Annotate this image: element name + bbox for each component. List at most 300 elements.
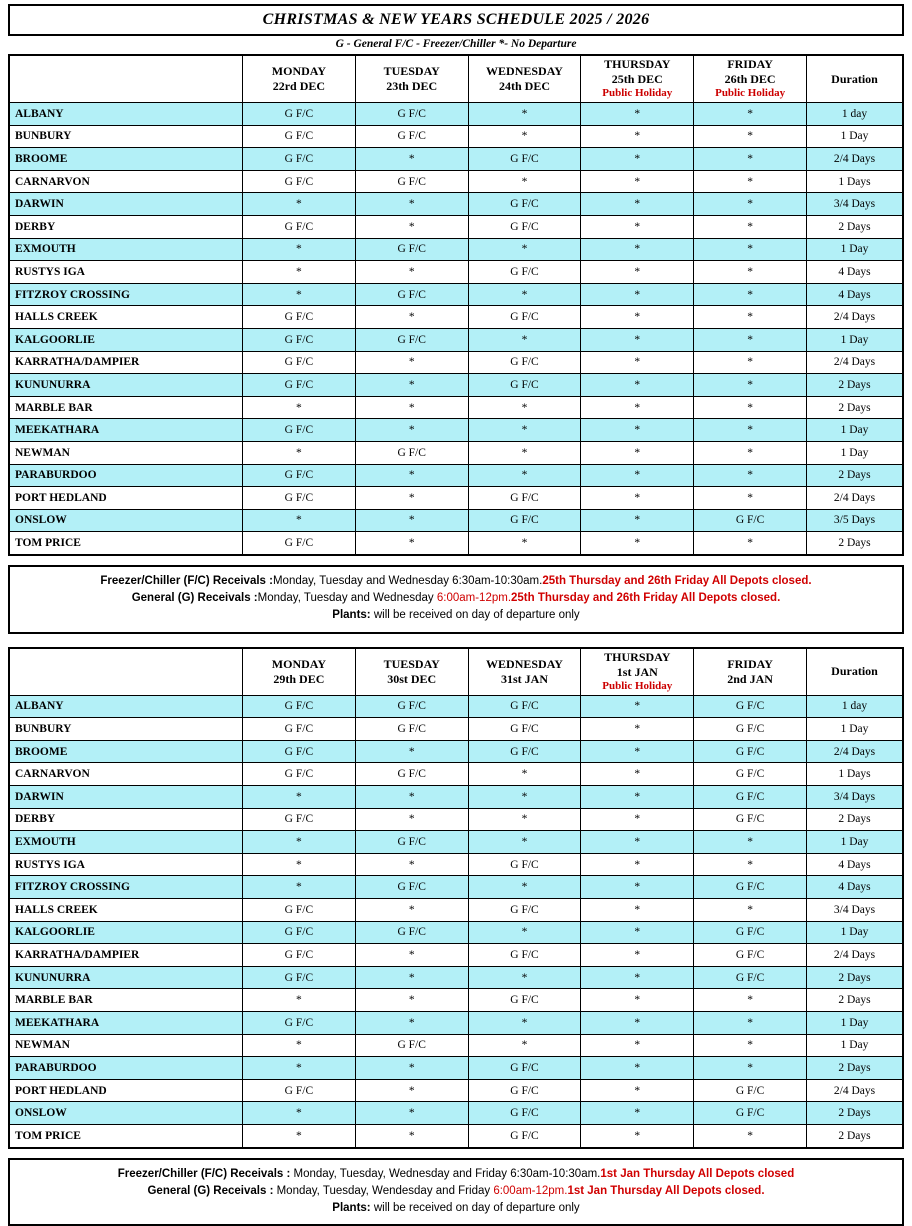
cell-monday: * [243, 989, 356, 1012]
cell-wednesday: G F/C [468, 1102, 581, 1125]
cell-duration: 2/4 Days [807, 148, 904, 171]
table-row [9, 853, 903, 876]
cell-thursday: * [581, 509, 694, 532]
depot-name: TOM PRICE [9, 1124, 243, 1147]
cell-duration: 3/4 Days [807, 786, 904, 809]
cell-wednesday: * [468, 103, 581, 126]
cell-friday: G F/C [694, 1102, 807, 1125]
cell-wednesday: * [468, 125, 581, 148]
cell-thursday: * [581, 1057, 694, 1080]
cell-wednesday: * [468, 831, 581, 854]
cell-friday: * [694, 1034, 807, 1057]
table1-col-duration: Duration [807, 55, 904, 103]
cell-wednesday: G F/C [468, 853, 581, 876]
cell-wednesday: G F/C [468, 351, 581, 374]
depot-name: DARWIN [9, 193, 243, 216]
cell-thursday: * [581, 1102, 694, 1125]
table-row [9, 763, 903, 786]
cell-monday: G F/C [243, 740, 356, 763]
cell-wednesday: G F/C [468, 989, 581, 1012]
depot-name: PORT HEDLAND [9, 487, 243, 510]
cell-tuesday: G F/C [355, 238, 468, 261]
table2-col-friday-date: 2nd JAN [694, 672, 806, 687]
cell-tuesday: * [355, 944, 468, 967]
cell-monday: G F/C [243, 419, 356, 442]
cell-tuesday: * [355, 1102, 468, 1125]
cell-friday: * [694, 989, 807, 1012]
notes2-line3 [14, 1200, 898, 1217]
cell-duration: 2 Days [807, 989, 904, 1012]
cell-thursday: * [581, 464, 694, 487]
cell-monday: * [243, 1102, 356, 1125]
cell-duration: 2/4 Days [807, 1079, 904, 1102]
cell-duration: 2 Days [807, 1124, 904, 1147]
table1-header-row [9, 55, 903, 103]
depot-name: TOM PRICE [9, 532, 243, 555]
table1-col-thursday [581, 55, 694, 103]
cell-wednesday: G F/C [468, 261, 581, 284]
cell-duration: 1 Day [807, 125, 904, 148]
table1-col-monday [243, 55, 356, 103]
notes2-line3-label: Plants: [332, 1202, 370, 1214]
cell-wednesday: G F/C [468, 695, 581, 718]
cell-thursday: * [581, 261, 694, 284]
cell-tuesday: * [355, 1124, 468, 1147]
cell-wednesday: G F/C [468, 1124, 581, 1147]
cell-tuesday: G F/C [355, 876, 468, 899]
cell-thursday: * [581, 831, 694, 854]
depot-name: BROOME [9, 148, 243, 171]
cell-duration: 3/4 Days [807, 193, 904, 216]
table1-col-thursday-holiday: Public Holiday [581, 87, 693, 101]
cell-friday: * [694, 853, 807, 876]
table-row [9, 1102, 903, 1125]
notes1-line2-text: Monday, Tuesday and Wednesday [258, 592, 437, 604]
table-row [9, 966, 903, 989]
table-row [9, 509, 903, 532]
cell-duration: 2/4 Days [807, 306, 904, 329]
cell-monday: * [243, 238, 356, 261]
cell-friday: * [694, 238, 807, 261]
depot-name: RUSTYS IGA [9, 853, 243, 876]
depot-name: MARBLE BAR [9, 396, 243, 419]
cell-tuesday: * [355, 966, 468, 989]
cell-friday: * [694, 306, 807, 329]
cell-monday: G F/C [243, 125, 356, 148]
cell-tuesday: * [355, 487, 468, 510]
cell-monday: G F/C [243, 808, 356, 831]
depot-name: ONSLOW [9, 509, 243, 532]
depot-name: KALGOORLIE [9, 921, 243, 944]
cell-wednesday: * [468, 763, 581, 786]
cell-thursday: * [581, 374, 694, 397]
notes2-line3-text: will be received on day of departure only [371, 1202, 580, 1214]
cell-wednesday: G F/C [468, 509, 581, 532]
cell-friday: G F/C [694, 786, 807, 809]
cell-monday: * [243, 261, 356, 284]
cell-monday: * [243, 396, 356, 419]
cell-duration: 1 Day [807, 419, 904, 442]
depot-name: KARRATHA/DAMPIER [9, 351, 243, 374]
notes1-line1-text: Monday, Tuesday and Wednesday 6:30am-10:30am. [273, 575, 542, 587]
cell-friday: G F/C [694, 718, 807, 741]
table-row [9, 876, 903, 899]
cell-friday: G F/C [694, 966, 807, 989]
depot-name: PARABURDOO [9, 1057, 243, 1080]
cell-tuesday: G F/C [355, 125, 468, 148]
cell-thursday: * [581, 396, 694, 419]
cell-wednesday: G F/C [468, 718, 581, 741]
depot-name: BUNBURY [9, 718, 243, 741]
cell-friday: * [694, 170, 807, 193]
table-row [9, 487, 903, 510]
depot-name: KARRATHA/DAMPIER [9, 944, 243, 967]
cell-friday: * [694, 831, 807, 854]
cell-thursday: * [581, 487, 694, 510]
cell-friday: * [694, 215, 807, 238]
cell-duration: 3/4 Days [807, 898, 904, 921]
cell-tuesday: * [355, 464, 468, 487]
schedule-table-december [8, 54, 904, 556]
notes1-line3-text: will be received on day of departure only [371, 609, 580, 621]
cell-thursday: * [581, 283, 694, 306]
cell-monday: G F/C [243, 763, 356, 786]
cell-wednesday: G F/C [468, 306, 581, 329]
cell-thursday: * [581, 808, 694, 831]
cell-duration: 1 Day [807, 718, 904, 741]
cell-tuesday: G F/C [355, 328, 468, 351]
cell-monday: * [243, 831, 356, 854]
cell-tuesday: * [355, 786, 468, 809]
cell-thursday: * [581, 898, 694, 921]
table-row [9, 148, 903, 171]
cell-monday: G F/C [243, 374, 356, 397]
cell-wednesday: * [468, 786, 581, 809]
cell-duration: 2 Days [807, 215, 904, 238]
cell-tuesday: * [355, 532, 468, 555]
notes1-line2 [14, 590, 898, 607]
cell-friday: G F/C [694, 763, 807, 786]
table-row [9, 396, 903, 419]
cell-tuesday: * [355, 740, 468, 763]
table1-col-friday-day: FRIDAY [694, 57, 806, 72]
page-title: CHRISTMAS & NEW YEARS SCHEDULE 2025 / 2026 [263, 11, 650, 29]
cell-monday: G F/C [243, 1079, 356, 1102]
table-row [9, 464, 903, 487]
cell-tuesday: * [355, 1011, 468, 1034]
cell-friday: * [694, 328, 807, 351]
cell-duration: 2 Days [807, 808, 904, 831]
cell-thursday: * [581, 170, 694, 193]
table-row [9, 695, 903, 718]
cell-wednesday: * [468, 238, 581, 261]
cell-thursday: * [581, 876, 694, 899]
cell-friday: G F/C [694, 740, 807, 763]
cell-friday: * [694, 898, 807, 921]
table1-col-thursday-day: THURSDAY [581, 57, 693, 72]
cell-wednesday: * [468, 328, 581, 351]
cell-duration: 2 Days [807, 396, 904, 419]
cell-duration: 2/4 Days [807, 487, 904, 510]
cell-friday: G F/C [694, 921, 807, 944]
cell-wednesday: G F/C [468, 944, 581, 967]
cell-duration: 2 Days [807, 966, 904, 989]
table-row [9, 1124, 903, 1147]
table-row [9, 419, 903, 442]
table-row [9, 808, 903, 831]
notes1-line2-red: 25th Thursday and 26th Friday All Depots closed. [511, 592, 780, 604]
cell-wednesday: * [468, 396, 581, 419]
cell-thursday: * [581, 921, 694, 944]
cell-tuesday: * [355, 898, 468, 921]
cell-duration: 4 Days [807, 261, 904, 284]
cell-wednesday: G F/C [468, 740, 581, 763]
table2-col-tuesday [355, 648, 468, 696]
table1-col-friday-date: 26th DEC [694, 72, 806, 87]
cell-monday: G F/C [243, 1011, 356, 1034]
cell-wednesday: G F/C [468, 1057, 581, 1080]
table2-col-monday-day: MONDAY [243, 657, 355, 672]
table-row [9, 328, 903, 351]
cell-tuesday: G F/C [355, 103, 468, 126]
cell-monday: * [243, 193, 356, 216]
cell-friday: * [694, 193, 807, 216]
cell-wednesday: * [468, 1011, 581, 1034]
cell-wednesday: G F/C [468, 193, 581, 216]
cell-friday: G F/C [694, 1079, 807, 1102]
cell-duration: 1 Day [807, 328, 904, 351]
table-row [9, 532, 903, 555]
depot-name: BUNBURY [9, 125, 243, 148]
cell-wednesday: G F/C [468, 215, 581, 238]
cell-thursday: * [581, 441, 694, 464]
cell-wednesday: * [468, 966, 581, 989]
table-row [9, 1079, 903, 1102]
cell-monday: G F/C [243, 966, 356, 989]
table-row [9, 374, 903, 397]
cell-monday: G F/C [243, 464, 356, 487]
table1-col-friday [694, 55, 807, 103]
table-row [9, 1057, 903, 1080]
table-row [9, 170, 903, 193]
cell-thursday: * [581, 740, 694, 763]
cell-monday: * [243, 1034, 356, 1057]
depot-name: CARNARVON [9, 170, 243, 193]
section-spacer [8, 634, 904, 647]
cell-friday: * [694, 148, 807, 171]
cell-wednesday: G F/C [468, 898, 581, 921]
cell-friday: G F/C [694, 876, 807, 899]
cell-tuesday: * [355, 374, 468, 397]
depot-name: ALBANY [9, 103, 243, 126]
cell-wednesday: G F/C [468, 374, 581, 397]
table-row [9, 261, 903, 284]
depot-name: KUNUNURRA [9, 966, 243, 989]
table1-col-depot [9, 55, 243, 103]
notes2-line2-red: 1st Jan Thursday All Depots closed. [567, 1185, 764, 1197]
table-row [9, 786, 903, 809]
cell-tuesday: * [355, 351, 468, 374]
table2-col-thursday-day: THURSDAY [581, 650, 693, 665]
cell-thursday: * [581, 966, 694, 989]
cell-monday: * [243, 1057, 356, 1080]
table1-col-tuesday [355, 55, 468, 103]
notes-december [8, 565, 904, 634]
table2-col-duration: Duration [807, 648, 904, 696]
cell-duration: 1 Day [807, 238, 904, 261]
depot-name: BROOME [9, 740, 243, 763]
cell-duration: 4 Days [807, 853, 904, 876]
cell-thursday: * [581, 1124, 694, 1147]
cell-tuesday: G F/C [355, 170, 468, 193]
schedule-table-january [8, 647, 904, 1149]
depot-name: PARABURDOO [9, 464, 243, 487]
table2-body [9, 695, 903, 1147]
table1-col-wednesday-date: 24th DEC [469, 79, 581, 94]
cell-thursday: * [581, 148, 694, 171]
document-title-box [8, 4, 904, 36]
cell-wednesday: * [468, 876, 581, 899]
cell-friday: * [694, 351, 807, 374]
cell-monday: * [243, 876, 356, 899]
table-row [9, 989, 903, 1012]
cell-tuesday: * [355, 1057, 468, 1080]
table1-col-wednesday-day: WEDNESDAY [469, 64, 581, 79]
table-row [9, 944, 903, 967]
cell-tuesday: * [355, 396, 468, 419]
cell-duration: 2/4 Days [807, 944, 904, 967]
notes1-line3-label: Plants: [332, 609, 370, 621]
cell-duration: 1 Day [807, 921, 904, 944]
cell-friday: G F/C [694, 695, 807, 718]
cell-tuesday: G F/C [355, 441, 468, 464]
table-row [9, 831, 903, 854]
table-row [9, 306, 903, 329]
table2-col-depot [9, 648, 243, 696]
table1-col-tuesday-day: TUESDAY [356, 64, 468, 79]
cell-friday: * [694, 532, 807, 555]
notes2-line2-text: Monday, Tuesday, Wendesday and Friday [273, 1185, 493, 1197]
cell-thursday: * [581, 786, 694, 809]
cell-duration: 1 Day [807, 1034, 904, 1057]
notes1-line1-label: Freezer/Chiller (F/C) Receivals : [100, 575, 273, 587]
notes-january [8, 1158, 904, 1226]
cell-tuesday: G F/C [355, 695, 468, 718]
depot-name: ONSLOW [9, 1102, 243, 1125]
cell-duration: 1 Days [807, 170, 904, 193]
table1-col-thursday-date: 25th DEC [581, 72, 693, 87]
table2-col-wednesday-date: 31st JAN [469, 672, 581, 687]
cell-monday: * [243, 441, 356, 464]
cell-monday: G F/C [243, 944, 356, 967]
notes2-line1-text: Monday, Tuesday, Wednesday and Friday 6:30am-10:30am. [290, 1168, 600, 1180]
cell-duration: 1 day [807, 695, 904, 718]
cell-friday: * [694, 441, 807, 464]
table1-col-tuesday-date: 23th DEC [356, 79, 468, 94]
cell-tuesday: * [355, 215, 468, 238]
depot-name: KALGOORLIE [9, 328, 243, 351]
cell-thursday: * [581, 989, 694, 1012]
cell-monday: * [243, 853, 356, 876]
cell-thursday: * [581, 532, 694, 555]
depot-name: FITZROY CROSSING [9, 283, 243, 306]
cell-thursday: * [581, 419, 694, 442]
depot-name: NEWMAN [9, 441, 243, 464]
cell-monday: G F/C [243, 921, 356, 944]
table-row [9, 898, 903, 921]
cell-thursday: * [581, 718, 694, 741]
cell-monday: G F/C [243, 148, 356, 171]
table-row [9, 215, 903, 238]
cell-friday: * [694, 1124, 807, 1147]
cell-friday: * [694, 396, 807, 419]
cell-tuesday: G F/C [355, 831, 468, 854]
cell-monday: * [243, 283, 356, 306]
cell-friday: * [694, 374, 807, 397]
cell-wednesday: * [468, 808, 581, 831]
table-row [9, 740, 903, 763]
cell-tuesday: * [355, 808, 468, 831]
cell-friday: * [694, 103, 807, 126]
depot-name: FITZROY CROSSING [9, 876, 243, 899]
cell-wednesday: * [468, 464, 581, 487]
cell-monday: * [243, 509, 356, 532]
depot-name: ALBANY [9, 695, 243, 718]
cell-thursday: * [581, 695, 694, 718]
cell-monday: G F/C [243, 328, 356, 351]
cell-wednesday: G F/C [468, 487, 581, 510]
cell-wednesday: * [468, 419, 581, 442]
table2-col-friday-day: FRIDAY [694, 657, 806, 672]
cell-duration: 3/5 Days [807, 509, 904, 532]
cell-friday: * [694, 419, 807, 442]
cell-tuesday: * [355, 853, 468, 876]
depot-name: DERBY [9, 808, 243, 831]
table2-col-thursday-holiday: Public Holiday [581, 680, 693, 694]
cell-monday: * [243, 1124, 356, 1147]
table2-col-thursday [581, 648, 694, 696]
table1-col-monday-date: 22rd DEC [243, 79, 355, 94]
cell-duration: 4 Days [807, 283, 904, 306]
depot-name: HALLS CREEK [9, 898, 243, 921]
cell-friday: G F/C [694, 509, 807, 532]
depot-name: EXMOUTH [9, 831, 243, 854]
cell-friday: G F/C [694, 944, 807, 967]
depot-name: MEEKATHARA [9, 419, 243, 442]
cell-wednesday: G F/C [468, 148, 581, 171]
table-row [9, 1034, 903, 1057]
cell-wednesday: * [468, 1034, 581, 1057]
table2-header-row [9, 648, 903, 696]
cell-duration: 1 Day [807, 831, 904, 854]
cell-duration: 2 Days [807, 1102, 904, 1125]
notes1-line3 [14, 607, 898, 624]
table2-col-monday-date: 29th DEC [243, 672, 355, 687]
table2-col-wednesday-day: WEDNESDAY [469, 657, 581, 672]
cell-monday: * [243, 786, 356, 809]
cell-duration: 1 Days [807, 763, 904, 786]
cell-thursday: * [581, 215, 694, 238]
depot-name: DERBY [9, 215, 243, 238]
cell-thursday: * [581, 1034, 694, 1057]
table-row [9, 238, 903, 261]
cell-monday: G F/C [243, 215, 356, 238]
cell-friday: * [694, 1011, 807, 1034]
cell-thursday: * [581, 306, 694, 329]
table-row [9, 193, 903, 216]
cell-duration: 4 Days [807, 876, 904, 899]
cell-friday: * [694, 1057, 807, 1080]
